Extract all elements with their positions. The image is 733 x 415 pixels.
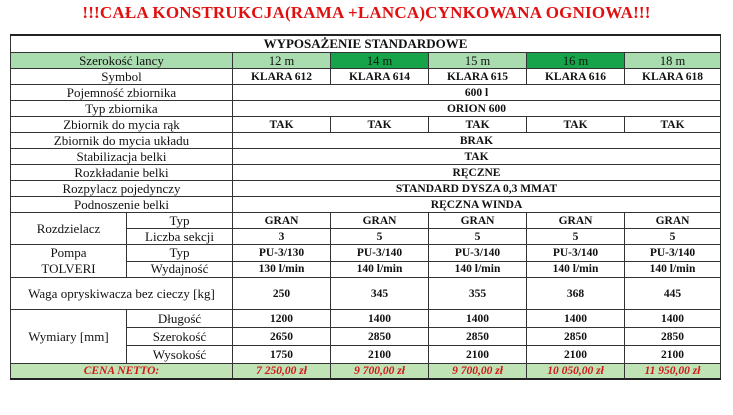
height-cell: 2100 bbox=[527, 346, 625, 364]
table-row-handwash bbox=[11, 117, 721, 133]
table-row-stabilization bbox=[11, 149, 721, 165]
sections-cell: 3 bbox=[233, 229, 331, 245]
row-label-stabilization: Stabilizacja belki bbox=[11, 149, 233, 165]
width-dim-cell: 2850 bbox=[625, 328, 721, 346]
pump-type-cell: PU-3/140 bbox=[625, 245, 721, 262]
table-row-symbol bbox=[11, 69, 721, 85]
height-cell: 2100 bbox=[331, 346, 429, 364]
capacity-cell: 140 l/min bbox=[331, 261, 429, 278]
sections-cell: 5 bbox=[429, 229, 527, 245]
row-label-nozzle: Rozpylacz pojedynczy bbox=[11, 181, 233, 197]
length-cell: 1400 bbox=[625, 310, 721, 328]
height-cell: 2100 bbox=[429, 346, 527, 364]
sub-label-pump-type: Typ bbox=[127, 245, 233, 262]
symbol-cell: KLARA 614 bbox=[331, 69, 429, 85]
sections-cell: 5 bbox=[625, 229, 721, 245]
row-label-weight: Waga opryskiwacza bez cieczy [kg] bbox=[11, 278, 233, 310]
length-cell: 1200 bbox=[233, 310, 331, 328]
nozzle-value: STANDARD DYSZA 0,3 MMAT bbox=[233, 181, 721, 197]
row-label-price: CENA NETTO: bbox=[11, 364, 233, 380]
handwash-cell: TAK bbox=[331, 117, 429, 133]
handwash-cell: TAK bbox=[625, 117, 721, 133]
sub-label-sections: Liczba sekcji bbox=[127, 229, 233, 245]
table-row-pump-type bbox=[11, 245, 721, 262]
length-cell: 1400 bbox=[331, 310, 429, 328]
distributor-type-cell: GRAN bbox=[429, 213, 527, 229]
spec-table bbox=[10, 34, 721, 380]
sub-label-capacity: Wydajność bbox=[127, 261, 233, 278]
tank-type-value: ORION 600 bbox=[233, 101, 721, 117]
table-row-nozzle bbox=[11, 181, 721, 197]
promo-banner: !!!CAŁA KONSTRUKCJA(RAMA +LANCA)CYNKOWANA OGNIOWA!!! bbox=[82, 3, 651, 22]
handwash-cell: TAK bbox=[429, 117, 527, 133]
table-row-width bbox=[11, 53, 721, 69]
handwash-cell: TAK bbox=[233, 117, 331, 133]
table-row-system-wash bbox=[11, 133, 721, 149]
sub-label-width-dim: Szerokość bbox=[127, 328, 233, 346]
sub-label-height: Wysokość bbox=[127, 346, 233, 364]
row-label-unfolding: Rozkładanie belki bbox=[11, 165, 233, 181]
length-cell: 1400 bbox=[527, 310, 625, 328]
symbol-cell: KLARA 618 bbox=[625, 69, 721, 85]
capacity-cell: 140 l/min bbox=[429, 261, 527, 278]
table-row-length bbox=[11, 310, 721, 328]
table-row-tank-type bbox=[11, 101, 721, 117]
width-dim-cell: 2650 bbox=[233, 328, 331, 346]
price-cell: 9 700,00 zł bbox=[429, 364, 527, 380]
table-title-row bbox=[11, 35, 721, 53]
capacity-cell: 130 l/min bbox=[233, 261, 331, 278]
lifting-value: RĘCZNA WINDA bbox=[233, 197, 721, 213]
capacity-cell: 140 l/min bbox=[625, 261, 721, 278]
row-label-tank-capacity: Pojemność zbiornika bbox=[11, 85, 233, 101]
price-cell: 11 950,00 zł bbox=[625, 364, 721, 380]
pump-label-line2: TOLVERI bbox=[41, 261, 96, 276]
table-row-weight bbox=[11, 278, 721, 310]
pump-type-cell: PU-3/140 bbox=[331, 245, 429, 262]
sections-cell: 5 bbox=[331, 229, 429, 245]
row-label-handwash: Zbiornik do mycia rąk bbox=[11, 117, 233, 133]
row-label-width: Szerokość lancy bbox=[11, 53, 233, 69]
distributor-type-cell: GRAN bbox=[233, 213, 331, 229]
row-label-system-wash: Zbiornik do mycia układu bbox=[11, 133, 233, 149]
system-wash-value: BRAK bbox=[233, 133, 721, 149]
distributor-type-cell: GRAN bbox=[331, 213, 429, 229]
table-row-tank-capacity bbox=[11, 85, 721, 101]
row-label-symbol: Symbol bbox=[11, 69, 233, 85]
symbol-cell: KLARA 615 bbox=[429, 69, 527, 85]
height-cell: 2100 bbox=[625, 346, 721, 364]
table-row-price bbox=[11, 364, 721, 380]
spec-table-container bbox=[10, 34, 721, 380]
length-cell: 1400 bbox=[429, 310, 527, 328]
sub-label-length: Długość bbox=[127, 310, 233, 328]
distributor-type-cell: GRAN bbox=[625, 213, 721, 229]
row-label-lifting: Podnoszenie belki bbox=[11, 197, 233, 213]
weight-cell: 445 bbox=[625, 278, 721, 310]
price-cell: 9 700,00 zł bbox=[331, 364, 429, 380]
width-dim-cell: 2850 bbox=[527, 328, 625, 346]
row-label-pump bbox=[11, 245, 127, 278]
pump-label-line1: Pompa bbox=[50, 245, 87, 260]
height-cell: 1750 bbox=[233, 346, 331, 364]
pump-type-cell: PU-3/140 bbox=[429, 245, 527, 262]
price-cell: 7 250,00 zł bbox=[233, 364, 331, 380]
width-cell: 16 m bbox=[527, 53, 625, 69]
row-label-dimensions: Wymiary [mm] bbox=[11, 310, 127, 364]
table-title: WYPOSAŻENIE STANDARDOWE bbox=[11, 35, 721, 53]
symbol-cell: KLARA 616 bbox=[527, 69, 625, 85]
tank-capacity-value: 600 l bbox=[233, 85, 721, 101]
distributor-type-cell: GRAN bbox=[527, 213, 625, 229]
row-label-distributor: Rozdzielacz bbox=[11, 213, 127, 245]
table-row-distributor-type bbox=[11, 213, 721, 229]
stabilization-value: TAK bbox=[233, 149, 721, 165]
weight-cell: 368 bbox=[527, 278, 625, 310]
unfolding-value: RĘCZNE bbox=[233, 165, 721, 181]
symbol-cell: KLARA 612 bbox=[233, 69, 331, 85]
table-row-unfolding bbox=[11, 165, 721, 181]
width-dim-cell: 2850 bbox=[429, 328, 527, 346]
pump-type-cell: PU-3/140 bbox=[527, 245, 625, 262]
pump-type-cell: PU-3/130 bbox=[233, 245, 331, 262]
sections-cell: 5 bbox=[527, 229, 625, 245]
width-cell: 15 m bbox=[429, 53, 527, 69]
width-dim-cell: 2850 bbox=[331, 328, 429, 346]
weight-cell: 250 bbox=[233, 278, 331, 310]
width-cell: 14 m bbox=[331, 53, 429, 69]
price-cell: 10 050,00 zł bbox=[527, 364, 625, 380]
weight-cell: 355 bbox=[429, 278, 527, 310]
width-cell: 18 m bbox=[625, 53, 721, 69]
handwash-cell: TAK bbox=[527, 117, 625, 133]
sub-label-type: Typ bbox=[127, 213, 233, 229]
weight-cell: 345 bbox=[331, 278, 429, 310]
table-row-lifting bbox=[11, 197, 721, 213]
width-cell: 12 m bbox=[233, 53, 331, 69]
row-label-tank-type: Typ zbiornika bbox=[11, 101, 233, 117]
capacity-cell: 140 l/min bbox=[527, 261, 625, 278]
